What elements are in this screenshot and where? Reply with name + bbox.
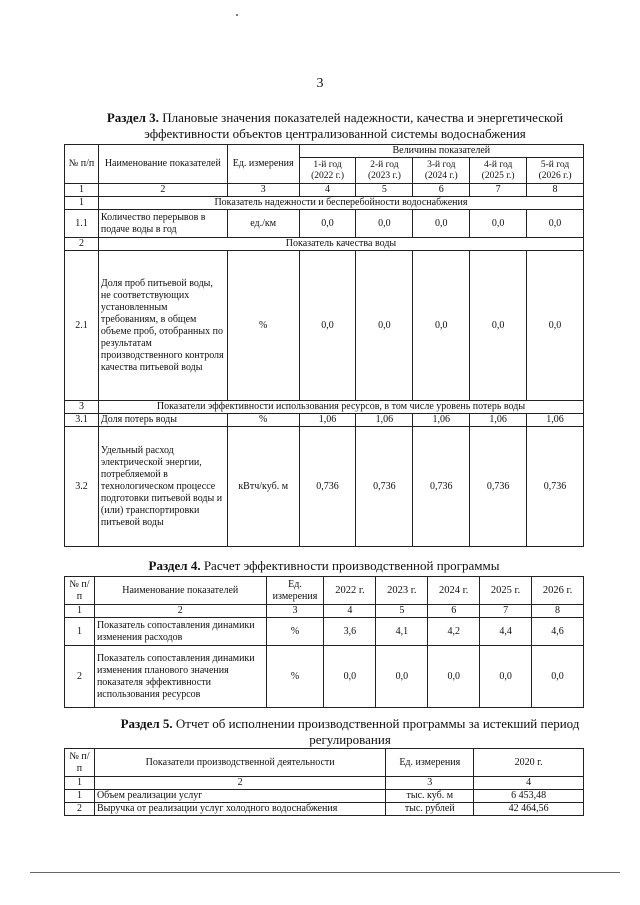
s4-row-value: 4,6: [532, 618, 584, 646]
s4-row-value: 4,1: [376, 618, 428, 646]
section5-title-bold: Раздел 5.: [120, 716, 173, 731]
s5-colnum: 3: [386, 777, 474, 790]
section5-title: [110, 716, 590, 748]
s4-row-value: 0,0: [324, 646, 376, 708]
s4-row-value: 4,2: [428, 618, 480, 646]
s3-colnum: 7: [470, 184, 527, 197]
s3-colnum: 1: [65, 184, 99, 197]
s3-row-value: 0,0: [356, 210, 413, 238]
s4-header-year3: 2024 г.: [428, 577, 480, 605]
s5-header-unit: Ед. измерения: [386, 749, 474, 777]
s4-header-unit: Ед. измерения: [266, 577, 324, 605]
section3-title: [80, 110, 590, 142]
section4-title: [64, 558, 584, 574]
s3-row-value: 1,06: [356, 414, 413, 427]
s3-row-value: 0,0: [470, 210, 527, 238]
s3-header-year4: 4-й год (2025 г.): [470, 158, 527, 184]
s5-header-name: Показатели производственной деятельности: [94, 749, 385, 777]
s3-row-name: Доля потерь воды: [98, 414, 227, 427]
s3-header-unit: Ед. измерения: [227, 145, 299, 184]
s4-row-value: 0,0: [376, 646, 428, 708]
section3-table: [64, 144, 584, 547]
s3-row-value: 1,06: [413, 414, 470, 427]
s4-row-value: 4,4: [480, 618, 532, 646]
s3-group3-label: Показатели эффективности использования ресурсов, в том числе уровень потерь воды: [98, 401, 583, 414]
s3-header-year5: 5-й год (2026 г.): [527, 158, 584, 184]
s5-row-name: Выручка от реализации услуг холодного водоснабжения: [94, 803, 385, 816]
s5-header-num: № п/п: [65, 749, 95, 777]
s3-header-num: № п/п: [65, 145, 99, 184]
s3-row-value: 0,0: [527, 251, 584, 401]
s3-colnum: 8: [527, 184, 584, 197]
s3-row-value: 0,0: [299, 251, 356, 401]
s4-row-value: 0,0: [480, 646, 532, 708]
s3-row-value: 0,0: [299, 210, 356, 238]
s5-colnum: 1: [65, 777, 95, 790]
s5-row-value: 42 464,56: [474, 803, 584, 816]
s3-row-num: 1.1: [65, 210, 99, 238]
s3-row-unit: %: [227, 251, 299, 401]
page-bottom-rule: [30, 872, 620, 873]
s3-row-value: 0,0: [470, 251, 527, 401]
s4-colnum: 4: [324, 605, 376, 618]
s4-colnum: 7: [480, 605, 532, 618]
s3-colnum: 4: [299, 184, 356, 197]
scan-speck: [236, 14, 238, 16]
s4-header-year5: 2026 г.: [532, 577, 584, 605]
s3-row-value: 0,0: [527, 210, 584, 238]
s4-row-value: 0,0: [428, 646, 480, 708]
s4-header-year1: 2022 г.: [324, 577, 376, 605]
s3-row-value: 0,736: [413, 427, 470, 547]
s3-colnum: 6: [413, 184, 470, 197]
s3-colnum: 2: [98, 184, 227, 197]
s4-row-value: 0,0: [532, 646, 584, 708]
s3-group2-label: Показатель качества воды: [98, 238, 583, 251]
s4-row-value: 3,6: [324, 618, 376, 646]
s3-row-value: 0,736: [356, 427, 413, 547]
s3-row-value: 0,0: [356, 251, 413, 401]
s4-header-year2: 2023 г.: [376, 577, 428, 605]
s3-row-num: 2.1: [65, 251, 99, 401]
section3-title-bold: Раздел 3.: [106, 110, 159, 125]
s5-colnum: 4: [474, 777, 584, 790]
s4-row-unit: %: [266, 618, 324, 646]
s3-row-value: 0,0: [413, 210, 470, 238]
s5-colnum: 2: [94, 777, 385, 790]
s5-row-num: 1: [65, 790, 95, 803]
s3-row-value: 0,0: [413, 251, 470, 401]
s4-colnum: 2: [94, 605, 266, 618]
s4-header-num: № п/п: [65, 577, 95, 605]
s3-row-value: 1,06: [299, 414, 356, 427]
s5-header-year: 2020 г.: [474, 749, 584, 777]
s4-header-name: Наименование показателей: [94, 577, 266, 605]
s3-group2-num: 2: [65, 238, 99, 251]
s3-row-num: 3.2: [65, 427, 99, 547]
s4-row-num: 1: [65, 618, 95, 646]
s3-group1-num: 1: [65, 197, 99, 210]
s3-row-name: Удельный расход электрической энергии, потребляемой в технологическом процессе подготовки питьевой воды и (или) транспортировки питьевой воды: [98, 427, 227, 547]
s4-row-name: Показатель сопоставления динамики изменения планового значения показателя эффективности использования ресурсов: [94, 646, 266, 708]
s5-row-value: 6 453,48: [474, 790, 584, 803]
s3-row-value: 0,736: [470, 427, 527, 547]
s4-row-num: 2: [65, 646, 95, 708]
s3-row-unit: ед./км: [227, 210, 299, 238]
s3-header-year3: 3-й год (2024 г.): [413, 158, 470, 184]
page-number: 3: [316, 76, 324, 91]
s5-row-num: 2: [65, 803, 95, 816]
s3-row-unit: %: [227, 414, 299, 427]
s5-row-unit: тыс. куб. м: [386, 790, 474, 803]
s3-row-name: Доля проб питьевой воды, не соответствующих установленным требованиям, в общем объеме проб, отобранных по результатам производственного контроля качества питьевой воды: [98, 251, 227, 401]
s3-group3-num: 3: [65, 401, 99, 414]
section4-table: [64, 576, 584, 708]
s4-colnum: 6: [428, 605, 480, 618]
s3-row-value: 0,736: [299, 427, 356, 547]
s3-header-values-group: Величины показателей: [299, 145, 583, 158]
s3-header-name: Наименование показателей: [98, 145, 227, 184]
section4-title-text: Расчет эффективности производственной программы: [200, 558, 500, 573]
s3-row-value: 0,736: [527, 427, 584, 547]
s3-row-num: 3.1: [65, 414, 99, 427]
s4-row-unit: %: [266, 646, 324, 708]
s5-row-name: Объем реализации услуг: [94, 790, 385, 803]
s3-header-year1: 1-й год (2022 г.): [299, 158, 356, 184]
s4-colnum: 8: [532, 605, 584, 618]
s4-colnum: 5: [376, 605, 428, 618]
s3-colnum: 3: [227, 184, 299, 197]
s3-group1-label: Показатель надежности и бесперебойности водоснабжения: [98, 197, 583, 210]
s3-colnum: 5: [356, 184, 413, 197]
section4-title-bold: Раздел 4.: [148, 558, 201, 573]
section3-title-text: Плановые значения показателей надежности, качества и энергетической эффективности объектов централизованной системы водоснабжения: [144, 110, 564, 141]
s4-header-year4: 2025 г.: [480, 577, 532, 605]
s4-row-name: Показатель сопоставления динамики изменения расходов: [94, 618, 266, 646]
s4-colnum: 3: [266, 605, 324, 618]
s4-colnum: 1: [65, 605, 95, 618]
s3-row-unit: кВтч/куб. м: [227, 427, 299, 547]
s5-row-unit: тыс. рублей: [386, 803, 474, 816]
section5-table: [64, 748, 584, 816]
section5-title-text: Отчет об исполнении производственной программы за истекший период регулирования: [172, 716, 580, 747]
s3-header-year2: 2-й год (2023 г.): [356, 158, 413, 184]
s3-row-name: Количество перерывов в подаче воды в год: [98, 210, 227, 238]
s3-row-value: 1,06: [470, 414, 527, 427]
s3-row-value: 1,06: [527, 414, 584, 427]
